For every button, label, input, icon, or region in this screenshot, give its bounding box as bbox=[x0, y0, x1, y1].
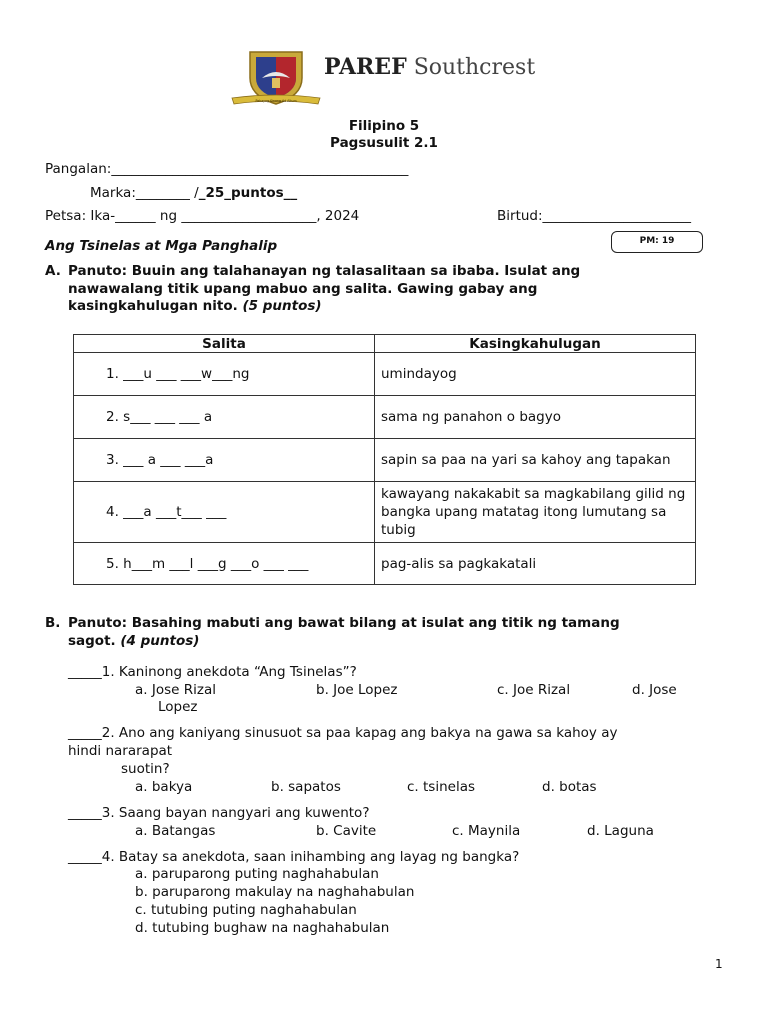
option-b: b. Joe Lopez bbox=[316, 682, 398, 698]
lesson-title: Ang Tsinelas at Mga Panghalip bbox=[45, 238, 278, 254]
page-number: 1 bbox=[715, 957, 723, 971]
question-4: _____4. Batay sa anekdota, saan inihambing ang layag ng bangka? bbox=[68, 849, 520, 865]
option-d: d. Jose bbox=[632, 682, 677, 698]
part-b-instruction-1: Panuto: Basahing mabuti ang bawat bilang at isulat ang titik ng tamang bbox=[68, 615, 620, 631]
part-b-instruction-2: sagot. (4 puntos) bbox=[68, 633, 200, 649]
word-meaning: kawayang nakakabit sa magkabilang gilid ng bangka upang matatag itong lumutang sa tubig bbox=[375, 482, 696, 543]
part-a-instruction-2: nawawalang titik upang mabuo ang salita. Gawing gabay ang bbox=[68, 281, 538, 297]
quiz-title: Pagsusulit 2.1 bbox=[330, 135, 438, 151]
option-d: d. Laguna bbox=[587, 823, 654, 839]
seal-motto-text: Pahayag Sinong Ad Altum bbox=[255, 99, 297, 103]
word-blank[interactable]: 3. ___ a ___ ___a bbox=[74, 439, 375, 482]
column-header-word: Salita bbox=[74, 335, 375, 353]
school-name: PAREF Southcrest bbox=[324, 54, 536, 80]
subject-title: Filipino 5 bbox=[348, 118, 420, 134]
table-row bbox=[74, 353, 696, 396]
word-meaning: umindayog bbox=[375, 353, 696, 396]
name-field[interactable]: Pangalan:____________________________________________ bbox=[45, 161, 409, 177]
option-b: b. sapatos bbox=[271, 779, 341, 795]
word-blank[interactable]: 4. ___a ___t___ ___ bbox=[74, 482, 375, 543]
column-header-meaning: Kasingkahulugan bbox=[375, 335, 696, 353]
word-meaning: sama ng panahon o bagyo bbox=[375, 396, 696, 439]
word-blank[interactable]: 2. s___ ___ ___ a bbox=[74, 396, 375, 439]
virtue-field[interactable]: Birtud:______________________ bbox=[497, 208, 692, 224]
part-a-instruction-3: kasingkahulugan nito. (5 puntos) bbox=[68, 298, 322, 314]
table-row bbox=[74, 482, 696, 543]
option-a: a. paruparong puting naghahabulan bbox=[135, 866, 379, 882]
question-2-line-3: suotin? bbox=[121, 761, 170, 777]
option-d: d. tutubing bughaw na naghahabulan bbox=[135, 920, 390, 936]
option-a: a. Jose Rizal bbox=[135, 682, 216, 698]
option-b: b. Cavite bbox=[316, 823, 377, 839]
date-field[interactable]: Petsa: Ika-______ ng ____________________, 2024 bbox=[45, 208, 360, 224]
question-3: _____3. Saang bayan nangyari ang kuwento? bbox=[68, 805, 370, 821]
table-row bbox=[74, 439, 696, 482]
option-a: a. Batangas bbox=[135, 823, 216, 839]
table-row bbox=[74, 396, 696, 439]
part-b-letter: B. bbox=[45, 615, 61, 631]
option-c: c. Maynila bbox=[452, 823, 521, 839]
option-d: d. botas bbox=[542, 779, 597, 795]
word-meaning: sapin sa paa na yari sa kahoy ang tapakan bbox=[375, 439, 696, 482]
option-c: c. tsinelas bbox=[407, 779, 476, 795]
table-row bbox=[74, 543, 696, 585]
score-field[interactable]: Marka:________ /_25_puntos__ bbox=[90, 185, 298, 201]
question-1: _____1. Kaninong anekdota “Ang Tsinelas”? bbox=[68, 664, 357, 680]
option-a: a. bakya bbox=[135, 779, 193, 795]
school-logo bbox=[226, 48, 326, 108]
vocabulary-table bbox=[73, 334, 696, 585]
option-b: b. paruparong makulay na naghahabulan bbox=[135, 884, 415, 900]
word-meaning: pag-alis sa pagkakatali bbox=[375, 543, 696, 585]
part-a-letter: A. bbox=[45, 263, 61, 279]
word-blank[interactable]: 5. h___m ___l ___g ___o ___ ___ bbox=[74, 543, 375, 585]
word-blank[interactable]: 1. ___u ___ ___w___ng bbox=[74, 353, 375, 396]
part-a-instruction-1: Panuto: Buuin ang talahanayan ng talasalitaan sa ibaba. Isulat ang bbox=[68, 263, 581, 279]
pm-badge: PM: 19 bbox=[611, 231, 703, 253]
question-2-line-2: hindi nararapat bbox=[68, 743, 173, 759]
option-c: c. tutubing puting naghahabulan bbox=[135, 902, 357, 918]
question-2: _____2. Ano ang kaniyang sinusuot sa paa kapag ang bakya na gawa sa kahoy ay bbox=[68, 725, 618, 741]
option-d-continued: Lopez bbox=[158, 699, 198, 715]
option-c: c. Joe Rizal bbox=[497, 682, 571, 698]
